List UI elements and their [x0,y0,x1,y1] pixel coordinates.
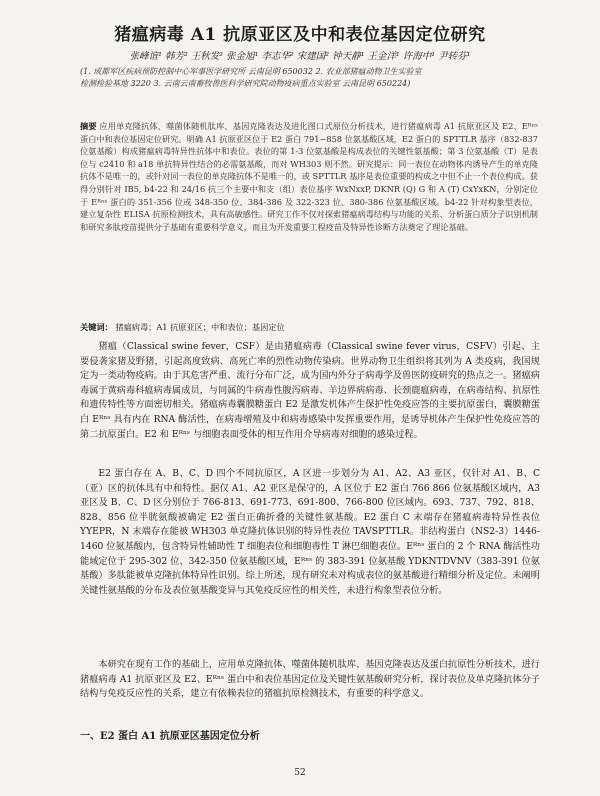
abstract [80,120,538,233]
keywords-label: 关键词： [80,322,113,332]
section-heading: 一、E2 蛋白 A1 抗原亚区基因定位分析 [80,731,260,742]
keywords [80,321,538,333]
abstract-text: 应用单克隆抗体、噬菌体随机肽库、基因克隆表达及进化图口式原位分析技术，进行猪瘟病毒 A1 抗原亚区及 E2、Eᴿⁿˢ蛋白中和表位基因定位研究。明确 A1 抗原亚区位于 E2 蛋白 791~858 位氨基酸区域，E2 蛋白的 SPTTLR 基序（832-837 位氨基酸）构成猪瘟病毒特异性抗体中和表位。表位的第 1-3 位氨基酸是构成表位的关键性氨基酸；第 3 位氨基酸（T）是表位与 c2410 和 a18 单抗特异性结合的必需氨基酸，而对 WH303 则不然。研究提示：同一表位在动物体内诱导产生的单克隆抗体不是唯一的，或针对同一表位的单克隆抗体不是唯一的，或 SPTTLR 基序是表位重要的构成之中但不止一个表位构成。获得分别针对 IB5, b4-22 和 24/16 抗三个主要中和支（组）表位基序 WxNxxP, DKNR (Q) G 和 A (T) CxYxKN，分别定位于 Eᴿⁿˢ 蛋白的 351-356 位或 348-350 位、384-386 及 322-323 位、380-386 位氨基酸区域。b4-22 针对构象型表位，建立复杂性 ELISA 抗原检测技术，具有高敏感性。研究工作不仅对探索猪瘟病毒结构与功能的关系、分析蛋白质分子识别机制和研究多肽疫苗提供分子基础有重要科学意义，而且为开发重要工程疫苗及特异性诊断方法奠定了理论基础。 [80,121,538,232]
paper-title: 猪瘟病毒 A1 抗原亚区及中和表位基因定位研究 [114,25,486,45]
keywords-text: 猪瘟病毒；A1 抗原亚区；中和表位；基因定位 [115,322,285,332]
author-list: 张峰谊¹ 韩芳² 王秋发² 张金旭¹ 李志华² 宋建国² 钟天静¹ 王金洋¹ 许海中¹ 尹转芬¹ [129,51,471,62]
abstract-label: 摘要 [80,121,97,131]
body-paragraph: 猪瘟（Classical swine fever，CSF）是由猪瘟病毒（Classical swine fever virus，CSFV）引起、主要侵袭家猪及野猪，引起高度致病、高死亡率的烈性动物传染病。世界动物卫生组织将其列为 A 类疫病，我国规定为一类动物疫病。由于其危害严重、流行分布广泛，成为国内外分子病毒学及兽医防疫研究的热点之一。猪瘟病毒属于黄病毒科瘟病毒属成员，与同属的牛病毒性腹泻病毒、羊边界病病毒、长颈鹿瘟病毒，在病毒结构、抗原性和遗传特性等方面密切相关。猪瘟病毒囊膜糖蛋白 E2 是激发机体产生保护性免疫应答的主要抗原蛋白，囊膜糖蛋白 Eᴿⁿˢ 具有内在 RNA 酶活性，在病毒增殖及中和病毒感染中发挥重要作用，是诱导机体产生保护性免疫应答的第二抗原蛋白。E2 和 Eᴿⁿˢ 与细胞表面受体的相互作用介导病毒对细胞的感染过程。 [80,341,540,440]
affiliation-line: 检测检验基地 3220 3. 云南云南畜牧兽医科学研究院动物疫病重点实验室 云南昆明 650224) [80,79,411,88]
page-number: 52 [294,768,306,778]
affiliation-line: (1. 成都军区疾病预防控制中心军事医学研究所 云南昆明 650032 2. 农业部猪瘟动物卫生实验室 [80,67,422,76]
body-paragraph: E2 蛋白存在 A、B、C、D 四个不同抗原区，A 区进一步划分为 A1、A2、A3 亚区，仅针对 A1、B、C（亚）区的抗体具有中和特性。据仅 A1、A2 亚区是保守的，A 区位于 E2 蛋白 766 866 位氨基酸区域内，A3 亚区及 B、C、D 区分别位于 766-813、691-773、691-800、766-800 位区域内。693、737、792、818、828、856 位半胱氨酸被确定 E2 蛋白正确折叠的关键性氨基酸。E2 蛋白 C 末端存在猪瘟病毒特异性表位 YYEPR，N 末端存在能被 WH303 单克隆抗体识别的特异性表位 TAVSPTTLR。非结构蛋白（NS2-3）1446-1460 位氨基酸内，包含特异性辅助性 T 细胞表位和细胞毒性 T 淋巴细胞表位。Eᴿⁿˢ 蛋白的 2 个 RNA 酶活性功能域定位于 295-302 位、342-350 位氨基酸区域，Eᴿⁿˢ 的 383-391 位氨基酸 YDKNTDVNV（383-391 位氨基酸）多肽能被单克隆抗体特异性识别。综上所述，现有研究未对构成表位的氨基酸进行精细分析及定位。未阐明关键性氨基酸的分布及表位氨基酸变异与其免疫反应性的相关性，未进行构象型表位分析。 [80,468,540,596]
affiliations [80,66,540,90]
body-paragraph: 本研究在现有工作的基础上，应用单克隆抗体、噬菌体随机肽库、基因克隆表达及蛋白抗原性分析技术，进行猪瘟病毒 A1 抗原亚区及 E2、Eᴿⁿˢ 蛋白中和表位基因定位及关键性氨基酸研究分析，探讨表位及单克隆抗体分子结构与免疫反应性的关系，建立有依赖表位的猪瘟抗原检测技术，有重要的科学意义。 [80,659,540,700]
